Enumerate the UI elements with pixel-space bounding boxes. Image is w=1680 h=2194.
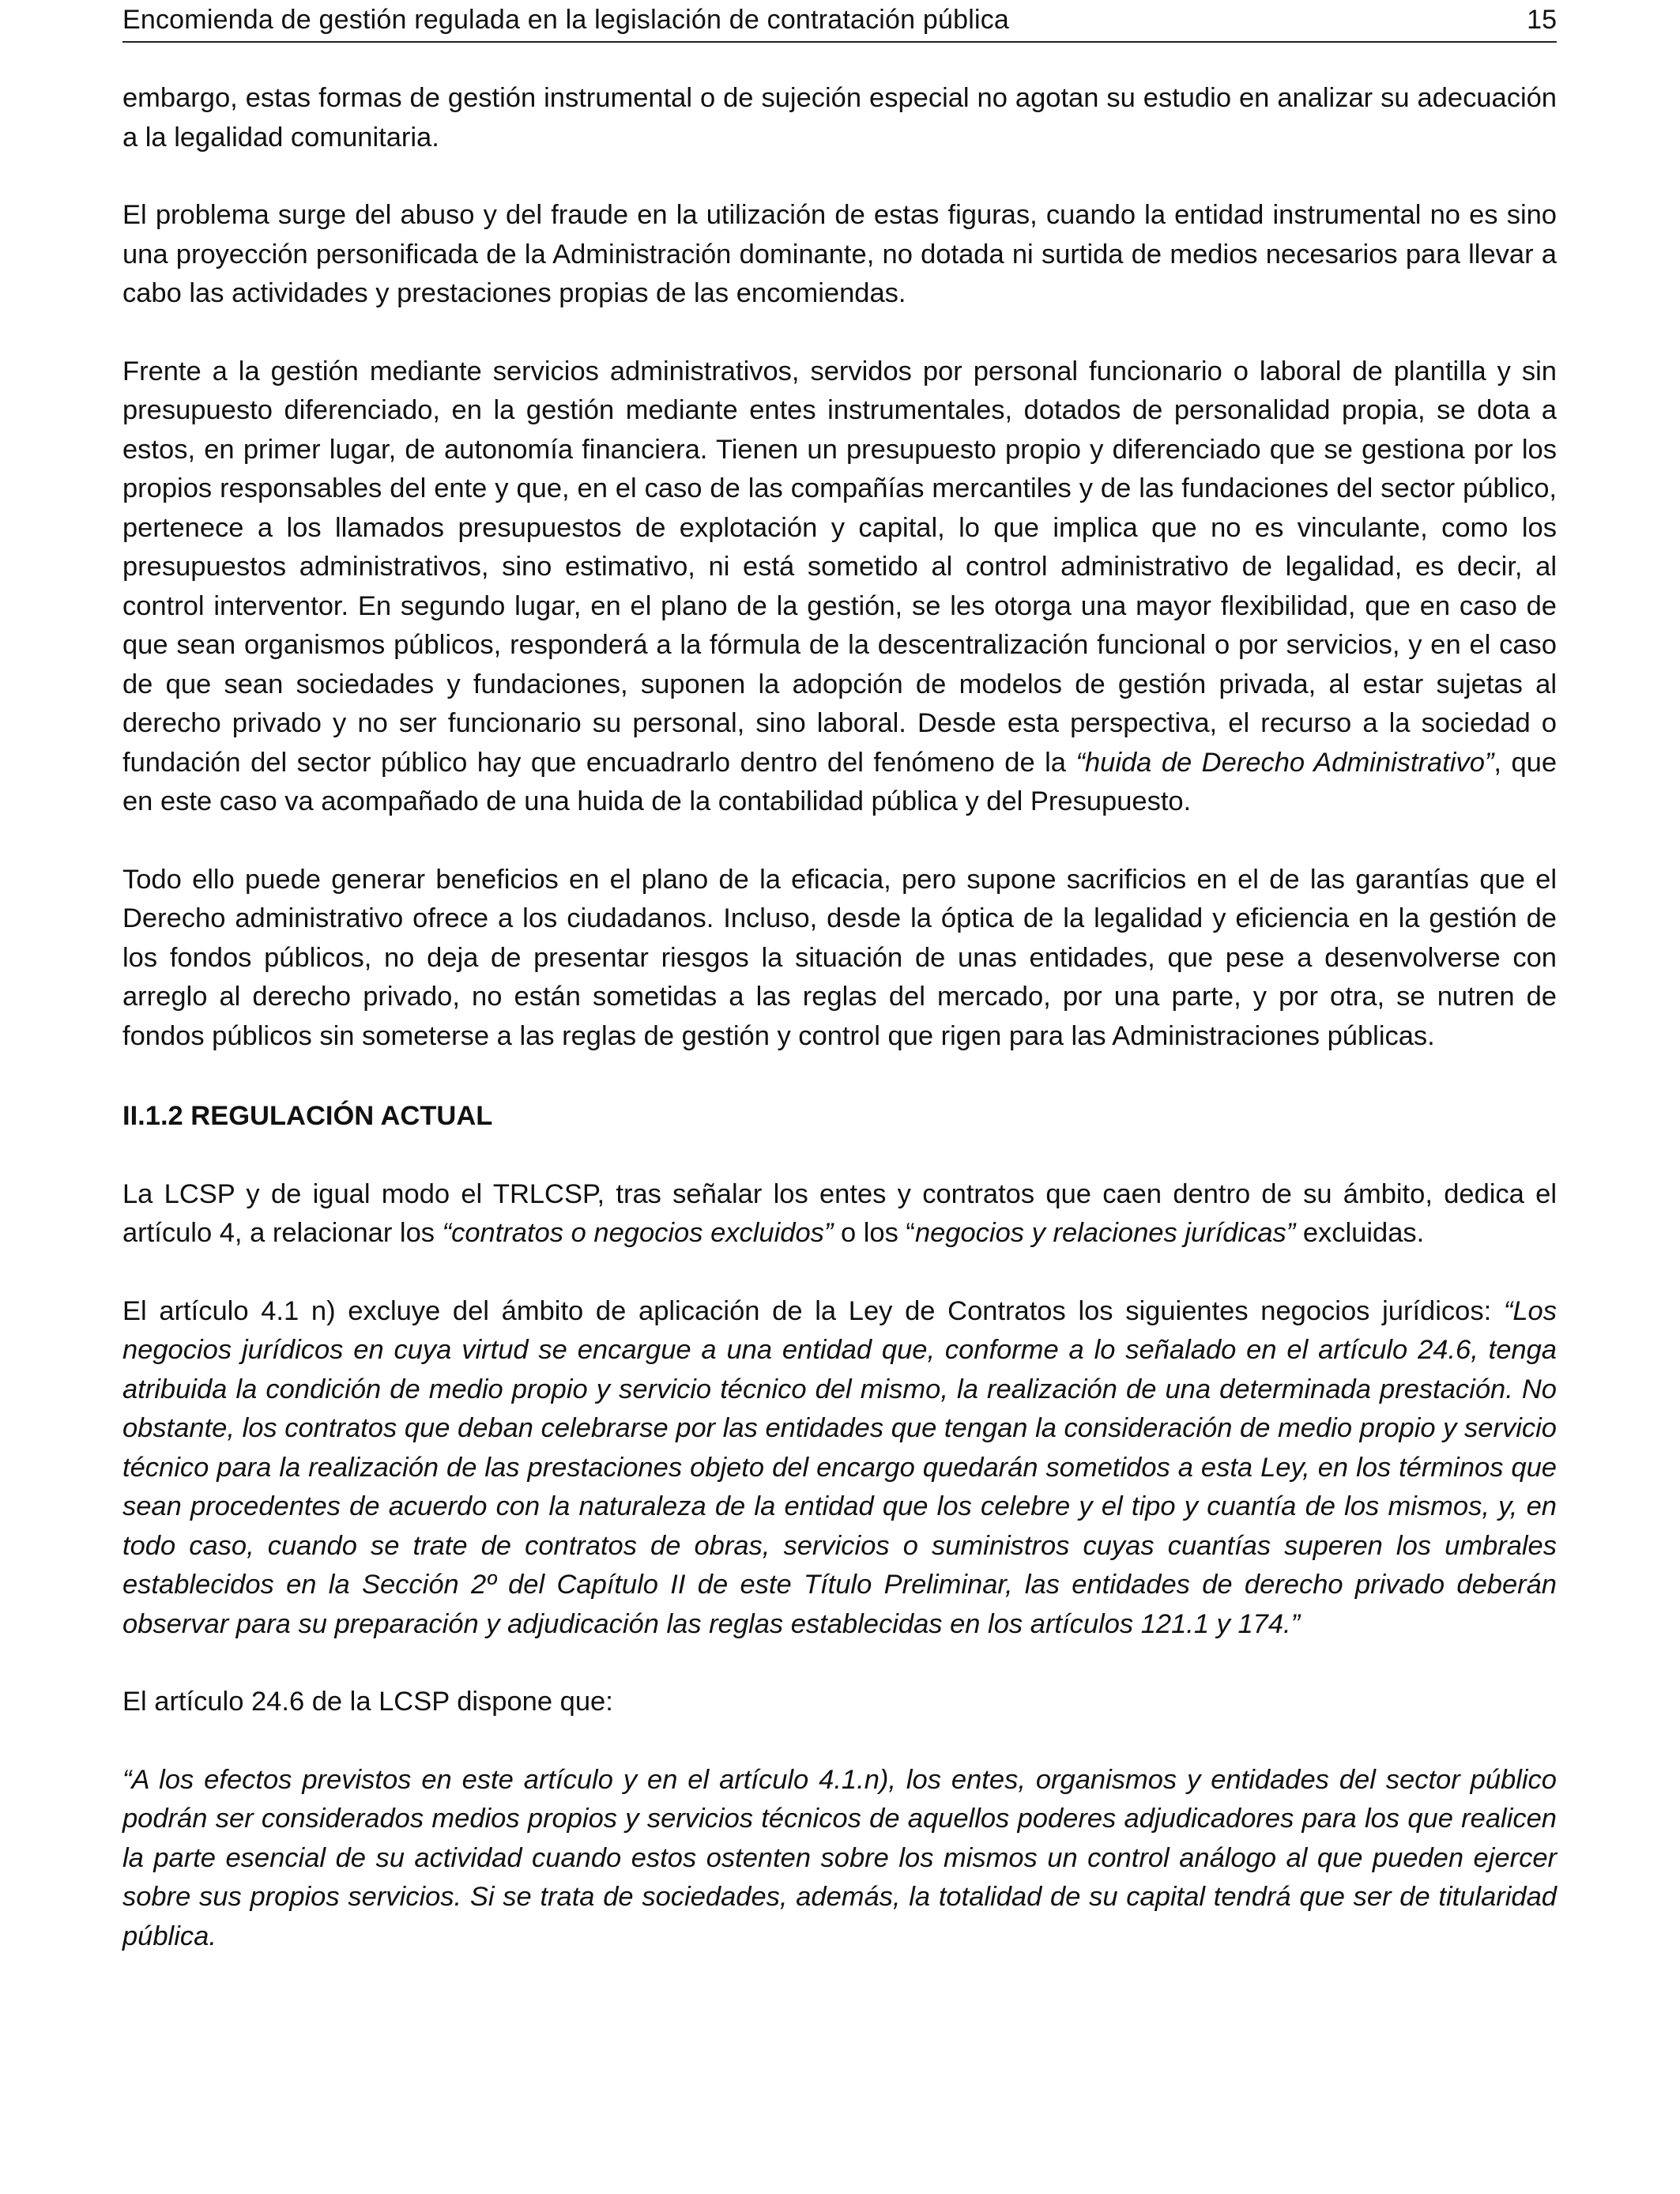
paragraph-5-text-c: excluidas.	[1295, 1218, 1425, 1248]
section-heading: II.1.2 REGULACIÓN ACTUAL	[122, 1101, 493, 1131]
header-title: Encomienda de gestión regulada en la legislación de contratación pública	[122, 5, 1010, 35]
paragraph-2: El problema surge del abuso y del fraude en la utilización de estas figuras, cuando la entidad instrumental no es sino una proyección personificada de la Administración dominante, no dotada ni surtida de medios necesarios para llevar a cabo las actividades y prestaciones propias de las encomiendas.	[122, 200, 1557, 308]
paragraph-8-quote: “A los efectos previstos en este artículo y en el artículo 4.1.n), los entes, organismos y entidades del sector público podrán ser considerados medios propios y servicios técnicos de aquellos poderes adjudicadores para los que realicen la parte esencial de su actividad cuando estos ostenten sobre los mismos un control análogo al que pueden ejercer sobre sus propios servicios. Si se trata de sociedades, además, la totalidad de su capital tendrá que ser de titularidad pública.	[122, 1764, 1557, 1951]
paragraph-3-end: , que en este caso va acompañado de una huida de la contabilidad pública y del Presupuesto.	[122, 747, 1558, 816]
paragraph-3	[122, 352, 1557, 822]
paragraph-5-italic-1: “contratos o negocios excluidos”	[442, 1218, 834, 1248]
paragraph-5-text-b: o los “	[833, 1218, 915, 1248]
paragraph-3-italic: “huida de Derecho Administrativo”	[1075, 747, 1494, 778]
paragraph-6-quote: “Los negocios jurídicos en cuya virtud se encargue a una entidad que, conforme a lo señalado en el artículo 24.6, tenga atribuida la condición de medio propio y servicio técnico del mismo, la realización de una determinada prestación. No obstante, los contratos que deban celebrarse por las entidades que tengan la consideración de medio propio y servicio técnico para la realización de las prestaciones objeto del encargo quedarán sometidos a esta Ley, en los términos que sean procedentes de acuerdo con la naturaleza de la entidad que los celebre y el tipo y cuantía de los mismos, y, en todo caso, cuando se trate de contratos de obras, servicios o suministros cuyas cuantías superen los umbrales establecidos en la Sección 2º del Capítulo II de este Título Preliminar, las entidades de derecho privado deberán observar para su preparación y adjudicación las reglas establecidas en los artículos 121.1 y 174.”	[122, 1295, 1557, 1639]
paragraph-4: Todo ello puede generar beneficios en el plano de la eficacia, pero supone sacrificios en el de las garantías que el Derecho administrativo ofrece a los ciudadanos. Incluso, desde la óptica de la legalidad y eficiencia en la gestión de los fondos públicos, no deja de presentar riesgos la situación de unas entidades, que pese a desenvolverse con arreglo al derecho privado, no están sometidas a las reglas del mercado, por una parte, y por otra, se nutren de fondos públicos sin someterse a las reglas de gestión y control que rigen para las Administraciones públicas.	[122, 864, 1557, 1051]
page-header	[122, 2, 1557, 43]
page-number: 15	[1527, 5, 1557, 35]
paragraph-5-italic-2: negocios y relaciones jurídicas”	[914, 1218, 1296, 1248]
paragraph-6-intro: El artículo 4.1 n) excluye del ámbito de aplicación de la Ley de Contratos los siguientes negocios jurídicos:	[122, 1295, 1504, 1326]
paragraph-1: embargo, estas formas de gestión instrumental o de sujeción especial no agotan su estudio en analizar su adecuación a la legalidad comunitaria.	[122, 83, 1557, 153]
document-body	[122, 79, 1557, 1995]
paragraph-3-text: Frente a la gestión mediante servicios administrativos, servidos por personal funcionario o laboral de plantilla y sin presupuesto diferenciado, en la gestión mediante entes instrumentales, dotados de personalidad propia, se dota a estos, en primer lugar, de autonomía financiera. Tienen un presupuesto propio y diferenciado que se gestiona por los propios responsables del ente y que, en el caso de las compañías mercantiles y de las fundaciones del sector público, pertenece a los llamados presupuestos de explotación y capital, lo que implica que no es vinculante, como los presupuestos administrativos, sino estimativo, ni está sometido al control administrativo de legalidad, es decir, al control interventor. En segundo lugar, en el plano de la gestión, se les otorga una mayor flexibilidad, que en caso de que sean organismos públicos, responderá a la fórmula de la descentralización funcional o por servicios, y en el caso de que sean sociedades y fundaciones, suponen la adopción de modelos de gestión privada, al estar sujetas al derecho privado y no ser funcionario su personal, sino laboral. Desde esta perspectiva, el recurso a la sociedad o fundación del sector público hay que encuadrarlo dentro del fenómeno de la	[122, 356, 1557, 778]
paragraph-6	[122, 1292, 1557, 1645]
paragraph-5-text-a: La LCSP y de igual modo el TRLCSP, tras señalar los entes y contratos que caen dentro de su ámbito, dedica el artículo 4, a relacionar los	[122, 1178, 1557, 1248]
paragraph-5	[122, 1175, 1557, 1253]
paragraph-7: El artículo 24.6 de la LCSP dispone que:	[122, 1687, 613, 1717]
